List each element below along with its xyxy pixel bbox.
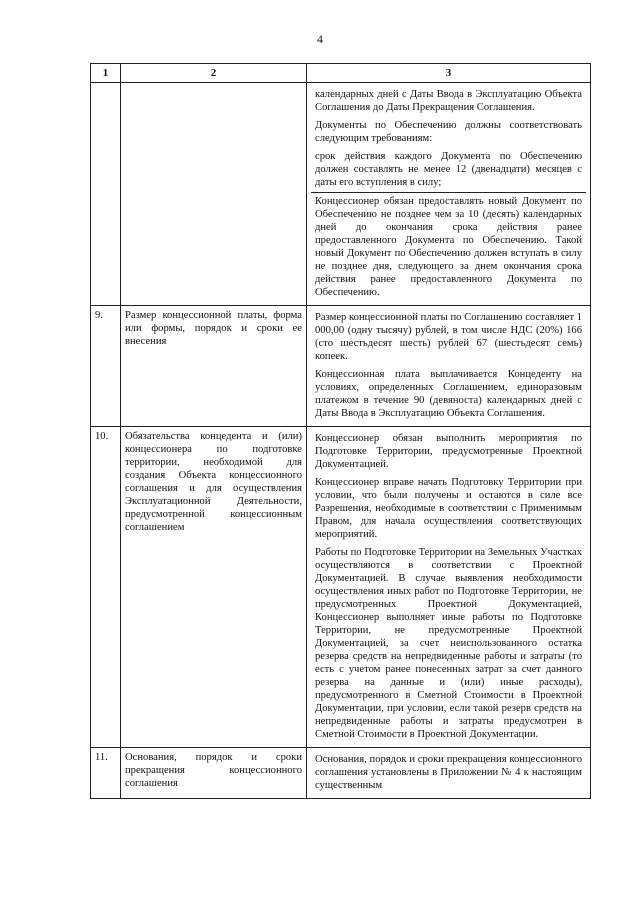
row-label xyxy=(121,748,307,799)
row-number: 10. xyxy=(91,427,121,748)
paragraph: Концессионер вправе начать Подготовку Территории при условии, что были получены и остаются в силе все Разрешения, необходимые в соответствии с Применимым Правом, для начала осуществления соответствующих мероприятий. xyxy=(315,477,582,540)
page-number: 4 xyxy=(317,32,323,46)
table-row-continuation xyxy=(91,83,591,306)
paragraph: Размер концессионной платы по Соглашению составляет 1 000,00 (одну тысячу) рублей, в том числе НДС (20%) 166 (сто шестьдесят шесть) рублей 67 (шестьдесят семь) копеек. xyxy=(315,312,582,362)
paragraph: Концессионер обязан выполнить мероприятия по Подготовке Территории, предусмотренные Проектной Документацией. xyxy=(315,433,582,470)
paragraph: Концессионная плата выплачивается Концеденту на условиях, определенных Соглашением, единоразовым платежом в течение 90 (девяноста) календарных дней с Даты Ввода в Эксплуатацию Объекта Соглашения. xyxy=(315,369,582,419)
paragraph: Документы по Обеспечению должны соответствовать следующим требованиям: xyxy=(315,120,582,144)
row-label-text: Обязательства концедента и (или) концессионера по подготовке территории, необходимой для создания Объекта концессионного соглашения и для осуществления Эксплуатационной Деятельности, предусмотренной концессионным соглашением xyxy=(125,431,302,533)
row-content xyxy=(307,427,591,748)
table-row xyxy=(91,427,591,748)
conditions-table xyxy=(90,63,591,799)
row-label-text: Размер концессионной платы, форма или формы, порядок и сроки ее внесения xyxy=(125,310,302,347)
table-header-row xyxy=(91,64,591,83)
row-content xyxy=(307,83,591,306)
row-label-text: Основания, порядок и сроки прекращения концессионного соглашения xyxy=(125,752,302,789)
row-number: 11. xyxy=(91,748,121,799)
row-label xyxy=(121,427,307,748)
header-cell-1: 1 xyxy=(91,64,121,83)
row-content xyxy=(307,748,591,799)
row-label xyxy=(121,83,307,306)
header-cell-2: 2 xyxy=(121,64,307,83)
row-number: 9. xyxy=(91,306,121,427)
paragraph: Основания, порядок и сроки прекращения концессионного соглашения установлены в Приложении № 4 к настоящим существенным xyxy=(315,754,582,791)
header-cell-3: 3 xyxy=(307,64,591,83)
row-content xyxy=(307,306,591,427)
paragraph: Работы по Подготовке Территории на Земельных Участках осуществляются в соответствии с Проектной Документацией. В случае выявления необходимости осуществления иных работ по Подготовке Территории, не предусмотренных Проектной Документацией, Концессионер выполняет иные работы по Подготовке Территории, не предусмотренные Проектной Документацией, за счет неиспользованного остатка резерва средств на непредвиденные работы и затраты (то есть с учетом ранее понесенных затрат за счет данного резерва на данные и (или) иные расходы), предусмотренного в Сметной Стоимости в Проектной Документации, при условии, если такой резерв средств на непредвиденные работы и затраты предусмотрен в Сметной Стоимости в Проектной Документации. xyxy=(315,547,582,740)
paragraph: календарных дней с Даты Ввода в Эксплуатацию Объекта Соглашения до Даты Прекращения Соглашения. xyxy=(315,89,582,113)
paragraph: срок действия каждого Документа по Обеспечению должен составлять не менее 12 (двенадцати) месяцев с даты его вступления в силу; xyxy=(315,151,582,188)
row-number xyxy=(91,83,121,306)
row-label xyxy=(121,306,307,427)
table-row xyxy=(91,748,591,799)
table-row xyxy=(91,306,591,427)
paragraph: Концессионер обязан предоставлять новый Документ по Обеспечению не позднее чем за 10 (десять) календарных дней до окончания срока действия ранее предоставленного Документа по Обеспечению. Такой новый Документ по Обеспечению должен вступать в силу не позднее дня, следующего за днем окончания срока действия ранее предоставленного Документа по Обеспечению. xyxy=(311,192,586,302)
